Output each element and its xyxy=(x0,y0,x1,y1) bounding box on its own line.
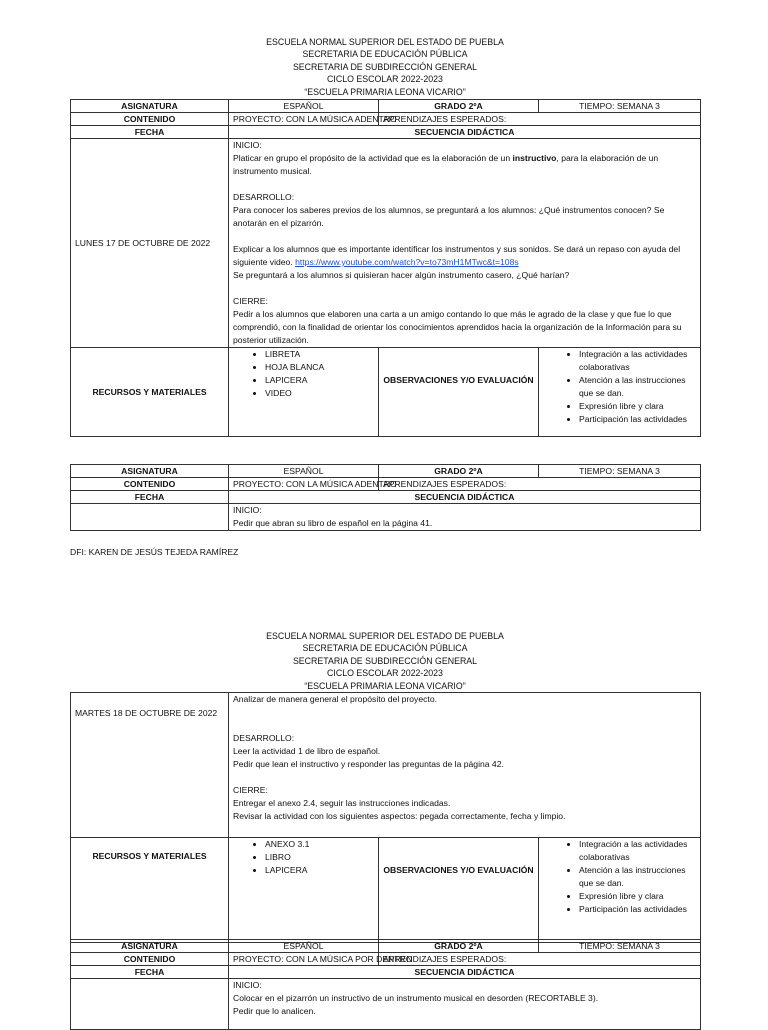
lesson-table-3 xyxy=(70,692,700,943)
fecha-value: LUNES 17 DE OCTUBRE DE 2022 xyxy=(71,139,229,348)
list-item: • LIBRO xyxy=(265,851,374,864)
asignatura-label: ASIGNATURA xyxy=(71,100,229,113)
list-item: • VIDEO xyxy=(265,387,374,400)
header-line: ESCUELA NORMAL SUPERIOR DEL ESTADO DE PUEBLA xyxy=(266,37,504,47)
grado-label: GRADO 2ºA xyxy=(379,940,539,953)
school-header-2 xyxy=(70,630,700,692)
recursos-list xyxy=(233,838,374,877)
contenido-label: CONTENIDO xyxy=(71,113,229,126)
list-item: • HOJA BLANCA xyxy=(265,361,374,374)
fecha-value: MARTES 18 DE OCTUBRE DE 2022 xyxy=(71,693,229,838)
header-line: SECRETARIA DE EDUCACIÓN PÚBLICA xyxy=(302,49,468,60)
lesson-table-1 xyxy=(70,99,700,437)
recursos-list xyxy=(233,348,374,400)
fecha-label: FECHA xyxy=(71,491,229,504)
asignatura-label: ASIGNATURA xyxy=(71,940,229,953)
aprendizajes-label: APRENDIZAJES ESPERADOS: xyxy=(379,953,701,966)
header-line: “ESCUELA PRIMARIA LEONA VICARIO” xyxy=(304,680,466,691)
list-item: • LIBRETA xyxy=(265,348,374,361)
observaciones-label: OBSERVACIONES Y/O EVALUACIÓN xyxy=(379,348,539,437)
secuencia-label: SECUENCIA DIDÁCTICA xyxy=(229,491,701,504)
asignatura-value: ESPAÑOL xyxy=(229,100,379,113)
list-item: • Expresión libre y clara xyxy=(579,400,696,413)
list-item: • Integración a las actividades colaborativas xyxy=(579,838,696,864)
proyecto-value: PROYECTO: CON LA MÚSICA ADENTRO xyxy=(229,478,379,491)
observaciones-list xyxy=(543,348,696,426)
list-item: • Integración a las actividades colaborativas xyxy=(579,348,696,374)
author-footer: DFI: KAREN DE JESÚS TEJEDA RAMÍREZ xyxy=(70,547,239,557)
recursos-label: RECURSOS Y MATERIALES xyxy=(71,348,229,437)
asignatura-label: ASIGNATURA xyxy=(71,465,229,478)
desarrollo-text-2 xyxy=(233,243,696,269)
observaciones-list-cell xyxy=(539,838,701,943)
secuencia-content xyxy=(229,139,701,348)
cierre-title: CIERRE: xyxy=(233,296,268,306)
list-item: • LAPICERA xyxy=(265,374,374,387)
lesson-table-2 xyxy=(70,464,700,531)
header-line: CICLO ESCOLAR 2022-2023 xyxy=(327,668,443,679)
desarrollo-title: DESARROLLO: xyxy=(233,733,295,743)
cierre-line: Revisar la actividad con los siguientes aspectos: pegada correctamente, fecha y limpio. xyxy=(233,811,566,821)
list-item: • LAPICERA xyxy=(265,864,374,877)
video-link[interactable]: https://www.youtube.com/watch?v=to73mH1MTwc&t=108s xyxy=(295,257,519,267)
tiempo-label: TIEMPO: SEMANA 3 xyxy=(539,940,701,953)
list-item: • Atención a las instrucciones que se dan. xyxy=(579,864,696,890)
fecha-label: FECHA xyxy=(71,126,229,139)
secuencia-content xyxy=(229,693,701,838)
fecha-value xyxy=(71,979,229,1030)
header-line: ESCUELA NORMAL SUPERIOR DEL ESTADO DE PUEBLA xyxy=(266,631,504,641)
desarrollo-text-2a: Explicar a los alumnos que es importante identificar los instrumentos y sus sonidos. Se dará un repaso con ayuda del siguiente video. xyxy=(233,244,681,267)
secuencia-content xyxy=(229,504,701,531)
header-line: CICLO ESCOLAR 2022-2023 xyxy=(327,74,443,85)
list-item: • Participación las actividades xyxy=(579,903,696,916)
intro-text: Analizar de manera general el propósito del proyecto. xyxy=(233,694,437,704)
cierre-title: CIERRE: xyxy=(233,785,268,795)
fecha-label: FECHA xyxy=(71,966,229,979)
tiempo-label: TIEMPO: SEMANA 3 xyxy=(539,465,701,478)
recursos-label: RECURSOS Y MATERIALES xyxy=(71,838,229,943)
recursos-list-cell xyxy=(229,348,379,437)
secuencia-label: SECUENCIA DIDÁCTICA xyxy=(229,126,701,139)
inicio-line: Pedir que lo analicen. xyxy=(233,1006,316,1016)
contenido-label: CONTENIDO xyxy=(71,953,229,966)
header-line: SECRETARIA DE SUBDIRECCIÓN GENERAL xyxy=(292,61,478,72)
secuencia-label: SECUENCIA DIDÁCTICA xyxy=(229,966,701,979)
desarrollo-text: Para conocer los saberes previos de los alumnos, se preguntará a los alumnos: ¿Qué instrumentos conocen? Se anotarán en el pizarrón. xyxy=(233,205,665,228)
proyecto-value: PROYECTO: CON LA MÚSICA POR DENTRO xyxy=(229,953,379,966)
desarrollo-title: DESARROLLO: xyxy=(233,192,295,202)
lesson-table-4 xyxy=(70,939,700,1030)
aprendizajes-label: APRENDIZAJES ESPERADOS: xyxy=(379,113,701,126)
grado-label: GRADO 2ºA xyxy=(379,465,539,478)
inicio-text xyxy=(233,152,696,178)
inicio-text-a: Platicar en grupo el propósito de la actividad que es la elaboración de un xyxy=(233,153,513,163)
inicio-text-b: , para la elaboración de un instrumento musical. xyxy=(233,153,659,176)
inicio-line: Colocar en el pizarrón un instructivo de un instrumento musical en desorden (RECORTABLE 3). xyxy=(233,993,599,1003)
observaciones-label: OBSERVACIONES Y/O EVALUACIÓN xyxy=(379,838,539,943)
aprendizajes-label: APRENDIZAJES ESPERADOS: xyxy=(379,478,701,491)
desarrollo-line: Pedir que lean el instructivo y responder las preguntas de la página 42. xyxy=(233,759,504,769)
header-line: “ESCUELA PRIMARIA LEONA VICARIO” xyxy=(304,86,466,97)
cierre-line: Entregar el anexo 2.4, seguir las instrucciones indicadas. xyxy=(233,798,451,808)
asignatura-value: ESPAÑOL xyxy=(229,940,379,953)
inicio-text-bold: instructivo xyxy=(512,153,557,163)
list-item: • Expresión libre y clara xyxy=(579,890,696,903)
fecha-value xyxy=(71,504,229,531)
inicio-title: INICIO: xyxy=(233,505,262,515)
asignatura-value: ESPAÑOL xyxy=(229,465,379,478)
grado-label: GRADO 2ºA xyxy=(379,100,539,113)
desarrollo-line: Leer la actividad 1 de libro de español. xyxy=(233,746,381,756)
list-item: • Participación las actividades xyxy=(579,413,696,426)
contenido-label: CONTENIDO xyxy=(71,478,229,491)
desarrollo-text-3: Se preguntará a los alumnos si quisieran hacer algún instrumento casero, ¿Qué harían? xyxy=(233,270,570,280)
recursos-list-cell xyxy=(229,838,379,943)
header-line: SECRETARIA DE SUBDIRECCIÓN GENERAL xyxy=(292,655,478,666)
observaciones-list-cell xyxy=(539,348,701,437)
tiempo-label: TIEMPO: SEMANA 3 xyxy=(539,100,701,113)
secuencia-content xyxy=(229,979,701,1030)
school-header-1 xyxy=(70,36,700,98)
inicio-text: Pedir que abran su libro de español en la página 41. xyxy=(233,518,433,528)
header-line: SECRETARIA DE EDUCACIÓN PÚBLICA xyxy=(302,643,468,654)
proyecto-value: PROYECTO: CON LA MÚSICA ADENTRO xyxy=(229,113,379,126)
cierre-text: Pedir a los alumnos que elaboren una carta a un amigo contando lo que más le agrado de la clase y que fue lo que comprendió, con la finalidad de orientar los conocimientos aprendidos hacia la organización de la Información para su posterior utilización. xyxy=(233,309,682,345)
inicio-title: INICIO: xyxy=(233,140,262,150)
list-item: • ANEXO 3.1 xyxy=(265,838,374,851)
inicio-title: INICIO: xyxy=(233,980,262,990)
list-item: • Atención a las instrucciones que se dan. xyxy=(579,374,696,400)
observaciones-list xyxy=(543,838,696,916)
